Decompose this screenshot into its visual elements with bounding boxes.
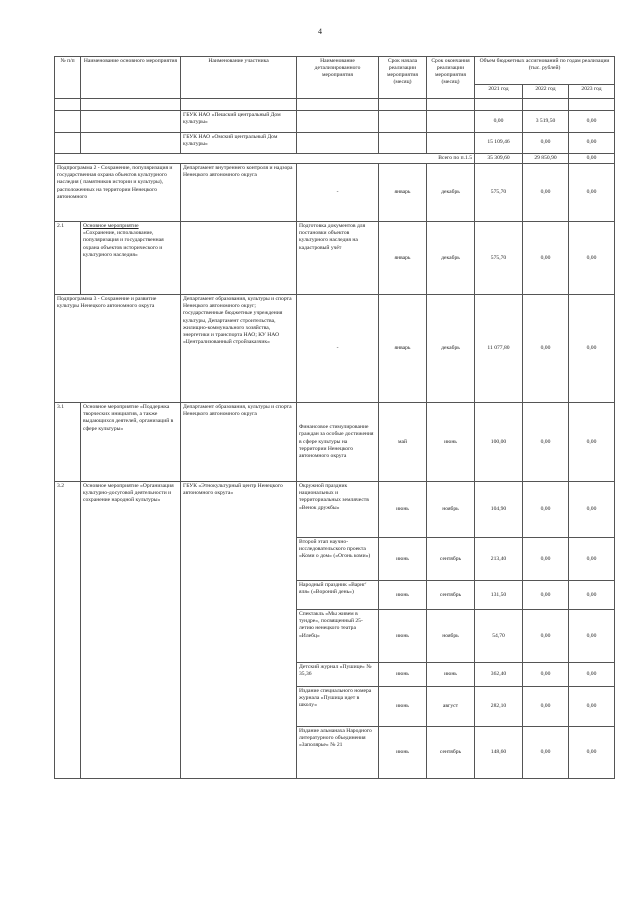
header-2021: 2021 год	[475, 85, 523, 99]
subprogram-3-row: Подпрограмма 3 - Сохранение и развитие культуры Ненецкого автономного округа Департамент образования, культуры и спорта Ненецкого автономного округ; государственные бюджетные учреждения культуры, Департамент строительства, жилищно-коммунального хозяйства, энергетики и транспорта НАО; КУ НАО «Централизованный стройзаказчик» - январь декабрь 11 077,80 0,00 0,00	[55, 295, 615, 403]
table-row: ГБУК НАО «Пешский центральный Дом культуры» 0,00 3 519,50 0,00	[55, 111, 615, 133]
budget-table	[54, 56, 615, 779]
table-row: Детский журнал «Пушице» № 35,36 июнь июнь 362,40 0,00 0,00	[55, 663, 615, 687]
header-detailed: Наименование детализированного мероприятия	[297, 57, 379, 99]
header-2022: 2022 год	[523, 85, 569, 99]
subprogram-2-row: Подпрограмма 2 - Сохранение, популяризация и государственная охрана объектов культурного наследия ( памятников истории и культуры), расположенных на территории Ненецкого автономного Департамент внутреннего контроля и надзора Ненецкого автономного округа - январь декабрь 575,70 0,00 0,00	[55, 164, 615, 222]
table-row: Издание специального номера журнала «Пушица идет в школу» июнь август 282,10 0,00 0,00	[55, 687, 615, 727]
activity-3-1-row: 3.1 Основное мероприятие «Поддержка творческих инициатив, а также выдающихся деятелей, организаций в сфере культуры» Департамент образования, культуры и спорта Ненецкого автономного округа Финансовое стимулирование граждан за особые достижения в сфере культуры на территории Ненецкого автономного округа май июнь 100,00 0,00 0,00	[55, 403, 615, 482]
table-row: Издание альманаха Народного литературного объединения «Заполярье» № 21 июнь сентябрь 148,60 0,00 0,00	[55, 727, 615, 779]
header-row	[55, 57, 615, 85]
header-end: Срок окончания реализации мероприятия (месяц)	[427, 57, 475, 99]
activity-text: «Сохранение, использование, популяризация и государственная охрана объектов исторического и культурного наследия»	[83, 230, 164, 258]
activity-3-2-row: 3.2 Основное мероприятие «Организация культурно-досуговой деятельности и сохранение народной культуры» ГБУК «Этнокультурный центр Ненецкого автономного округа» Окружной праздник национальных и территориальных землячеств «Венок дружбы» июнь ноябрь 104,90 0,00 0,00	[55, 482, 615, 538]
header-budget: Объем бюджетных ассигнований по годам реализации (тыс. рублей)	[475, 57, 615, 85]
header-2023: 2023 год	[569, 85, 615, 99]
table-row: Второй этап научно-исследовательского проекта «Коми о дом» («Огонь коми») июнь сентябрь 213,40 0,00 0,00	[55, 538, 615, 581]
header-activity: Наименование основного мероприятия	[81, 57, 181, 99]
table-row: Спектакль «Мы живем в тундре», посвященный 25-летию ненецкого театра «Илебц» июнь ноябрь 54,70 0,00 0,00	[55, 610, 615, 663]
activity-2-1-row: 2.1 Основное мероприятие «Сохранение, использование, популяризация и государственная охрана объектов исторического и культурного наследия» Подготовка документов для постановки объектов культурного наследия на кадастровый учёт январь декабрь 575,70 0,00 0,00	[55, 222, 615, 295]
table-row: Народный праздник «Варнг' яля» («Вороний день») июнь сентябрь 131,50 0,00 0,00	[55, 581, 615, 610]
table-row	[55, 99, 615, 111]
activity-heading: Основное мероприятие	[83, 223, 139, 230]
header-no: № п/п	[55, 57, 81, 99]
table-row: ГБУК НАО «Омский центральный Дом культуры» 15 109,46 0,00 0,00	[55, 133, 615, 154]
page-number: 4	[318, 27, 322, 36]
total-row: Всего по п.1.5 35 309,60 29 850,90 0,00	[55, 154, 615, 164]
header-participant: Наименование участника	[181, 57, 297, 99]
header-start: Срок начала реализации мероприятия (месяц)	[379, 57, 427, 99]
